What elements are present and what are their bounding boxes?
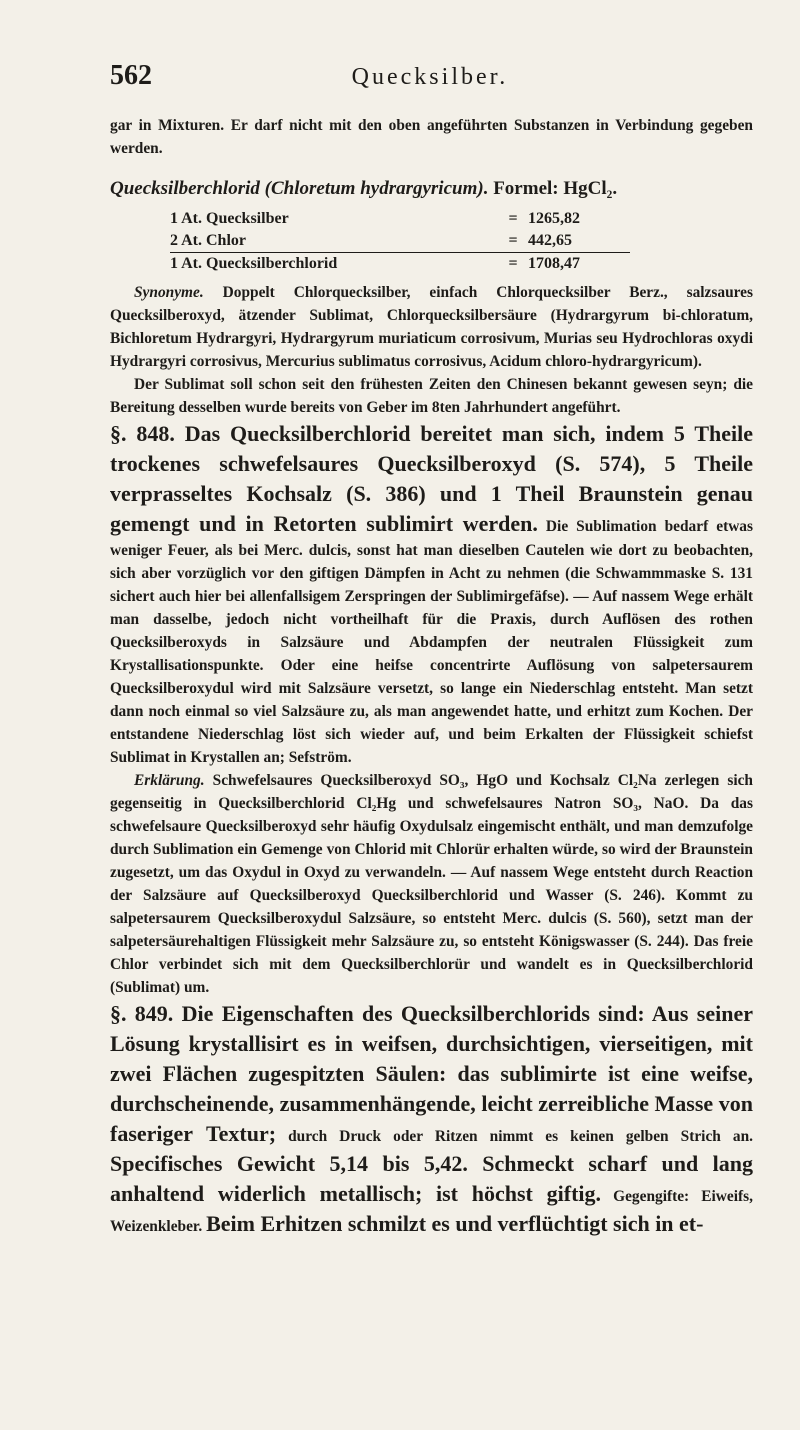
section-848-text: Die Sublimation bedarf etwas weniger Feuer, als bei Merc. dulcis, sonst hat man dieselben Cautelen wie dort zu beobachten, sich aber vorzüglich vor den giftigen Dämpfen in Acht zu nehmen (die Schwammmaske S. 131 sichert auch hier bei allenfallsigem Zerspringen der Sublimirgefäfse). — Auf nassem Wege erhält man dasselbe, jedoch nicht vortheilhaft für die Praxis, durch Auflösen des rothen Quecksilberoxyds in Salzsäure und Abdampfen der neutralen Flüssigkeit zum Krystallisationspunkte. Oder eine heifse concentrirte Auflösung von salpetersaurem Quecksilberoxydul wird mit Salzsäure versetzt, so lange ein Niederschlag entsteht. Man setzt dann noch einmal so viel Salzsäure zu, als man angewendet hatte, und erhitzt zum Kochen. Der entstandene Niederschlag löst sich wieder auf, und beim Erkalten der Flüssigkeit schiefst Sublimat in Krystallen an; Sefström. — [110, 518, 753, 766]
compound-title — [110, 174, 753, 204]
compound-name: Quecksilberchlorid — [110, 178, 260, 199]
section-848-heading: §. 848. Das Quecksilberchlorid bereitet man sich, indem 5 Theile trockenes schwefelsaures Quecksilberoxyd (S. 574), 5 Theile verprasseltes Kochsalz (S. 386) und 1 Theil Braunstein genau gemengt und in Retorten sublimirt werden. — [110, 421, 753, 536]
composition-sign: = — [508, 210, 518, 227]
intro-paragraph: gar in Mixturen. Er darf nicht mit den oben angeführten Substanzen in Verbindung gegeben werden. — [110, 117, 753, 157]
composition-table — [170, 208, 630, 275]
page-number: 562 — [110, 60, 152, 91]
erklaerung-text: Schwefelsaures Quecksilberoxyd SO₃, HgO und Kochsalz Cl₂Na zerlegen sich gegenseitig in Quecksilberchlorid Cl₂Hg und schwefelsaures Natron SO₃, NaO. Da das schwefelsaure Quecksilberoxyd sehr häufig Oxydulsalz eingemischt enthält, und man demzufolge durch Sublimation ein Gemenge von Chlorid mit Chlorür erhalten würde, so wird der Braunstein zugesetzt, um das Oxydul in Oxyd zu verwandeln. — Auf nassem Wege entsteht durch Reaction der Salzsäure auf Quecksilberoxyd Quecksilberchlorid und Wasser (S. 246). Kommt zu salpetersaurem Quecksilberoxydul Salzsäure, so entsteht Merc. dulcis (S. 560), setzt man der salpetersäurehaltigen Flüssigkeit mehr Salzsäure zu, so entsteht Königswasser (S. 244). Das freie Chlor verbindet sich mit dem Quecksilberchlorür und wandelt es in Quecksilberchlorid (Sublimat) um. — [110, 772, 753, 996]
erklaerung-lead: Erklärung. — [134, 772, 205, 789]
running-head: Quecksilber. — [351, 64, 509, 90]
composition-label: 1 At. Quecksilberchlorid — [170, 253, 498, 276]
composition-value: 1265,82 — [528, 210, 581, 227]
composition-label: 2 At. Chlor — [170, 232, 246, 249]
page-body — [110, 114, 753, 1239]
section-849-antidote: Gegengifte: Eiweifs, Weizenkleber. — [110, 1188, 753, 1235]
composition-value: 442,65 — [528, 232, 573, 249]
section-849-streak: durch Druck oder Ritzen nimmt es keinen gelben Strich an. — [288, 1128, 753, 1145]
composition-sign: = — [498, 253, 528, 276]
composition-sign: = — [508, 232, 518, 249]
section-849-gravity: Specifisches Gewicht 5,14 bis 5,42. Schmeckt scharf und lang anhaltend widerlich metallisch; ist höchst giftig. — [110, 1151, 753, 1206]
section-849-heading: §. 849. Die Eigenschaften des Quecksilberchlorids sind: Aus seiner Lösung krystallisirt es in weifsen, durchsichtigen, vierseitigen, mit zwei Flächen zugespitzten Säulen: das sublimirte ist eine weifse, durchscheinende, zusammenhängende, leicht zerreibliche Masse von faseriger Textur; — [110, 1001, 753, 1146]
synonyme-lead: Synonyme. — [134, 284, 204, 301]
section-849 — [110, 999, 753, 1239]
erklaerung-paragraph — [110, 769, 753, 999]
section-848 — [110, 419, 753, 769]
compound-latin: (Chloretum hydrargyricum). — [264, 178, 489, 199]
synonyme-paragraph — [110, 281, 753, 373]
synonyme-text: Doppelt Chlorquecksilber, einfach Chlorquecksilber Berz., salzsaures Quecksilberoxyd, ätzender Sublimat, Chlorquecksilbersäure (Hydrargyrum bi-chloratum, Bichloretum Hydrargyri, Hydrargyrum muriaticum corrosivum, Murias seu Hydrochloras oxydi Hydrargyri corrosivus, Mercurius sublimatus corrosivus, Acidum chloro-hydrargyricum). — [110, 284, 753, 370]
compound-formula: Formel: HgCl₂. — [493, 178, 618, 199]
composition-row — [170, 208, 630, 230]
history-paragraph: Der Sublimat soll schon seit den frühesten Zeiten den Chinesen bekannt gewesen seyn; die Bereitung desselben wurde bereits von Geber im 8ten Jahrhundert angeführt. — [110, 376, 753, 416]
page-header — [110, 60, 750, 94]
composition-label: 1 At. Quecksilber — [170, 210, 289, 227]
composition-value: 1708,47 — [528, 253, 630, 276]
composition-row — [170, 230, 630, 253]
composition-total-row — [170, 253, 630, 276]
section-849-heating: Beim Erhitzen schmilzt es und verflüchtigt sich in et- — [206, 1211, 704, 1236]
